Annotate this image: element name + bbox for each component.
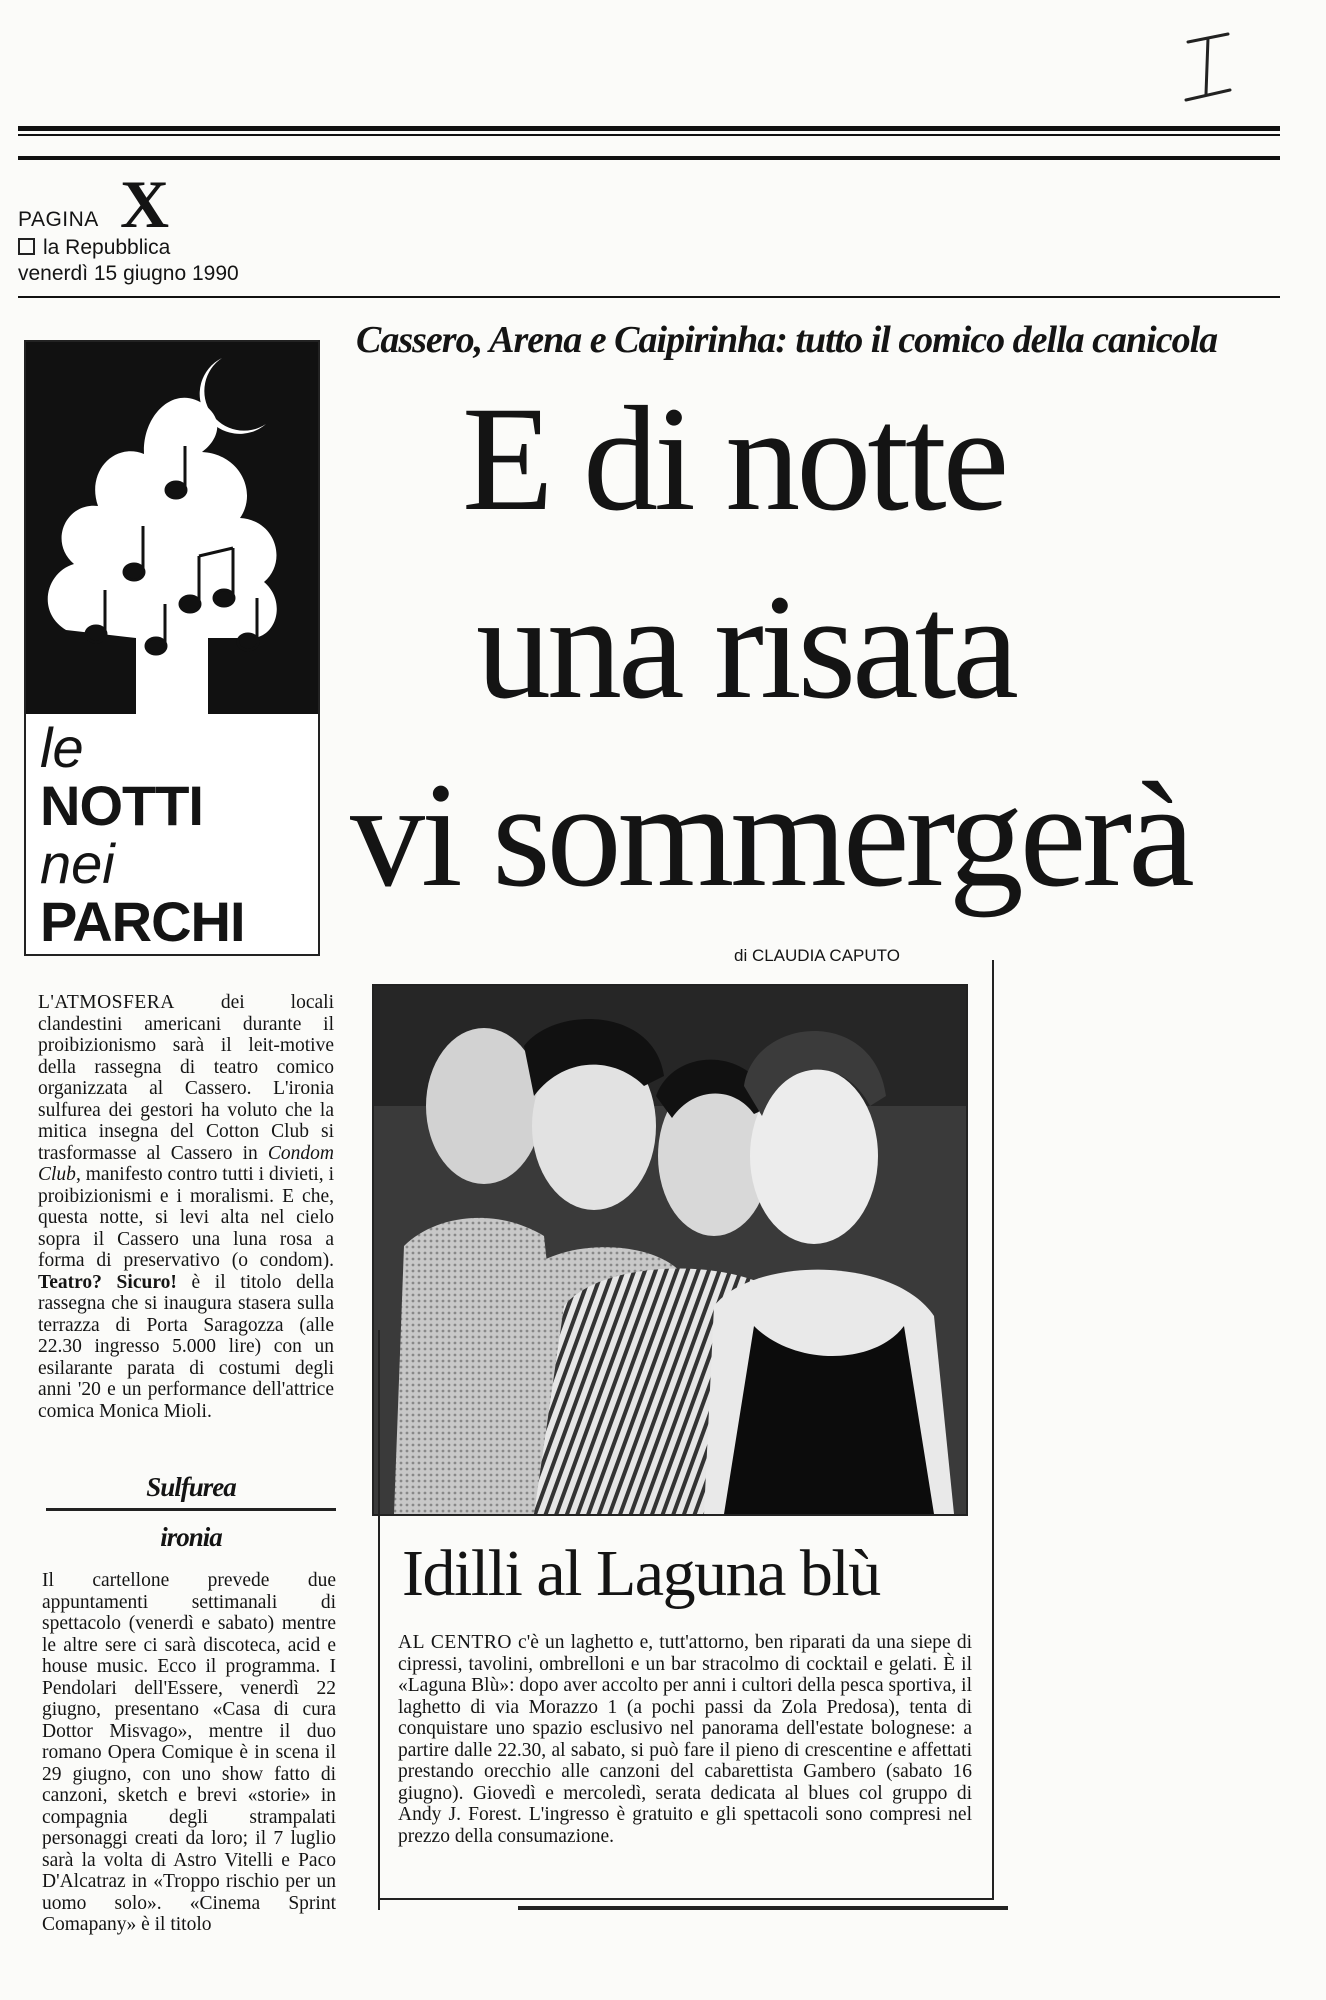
top-rule-thick bbox=[18, 126, 1280, 131]
paragraph-text: dei locali clandestini americani durante il proibizionismo sarà il leit-motive della rassegna di teatro comico organizzata al Cassero. L'ironia sulfurea dei gestori ha voluto che la mitica insegna del Cotton Club si trasformasse al Cassero in bbox=[38, 992, 334, 1164]
top-rule-second bbox=[18, 156, 1280, 160]
article-paragraph-1 bbox=[38, 992, 334, 1422]
section-letter: X bbox=[120, 166, 170, 242]
top-rule-thin bbox=[18, 134, 1280, 136]
sidebar-box-right-rule bbox=[992, 960, 994, 1900]
handwritten-page-mark bbox=[1180, 28, 1240, 108]
sidebar-box-body bbox=[398, 1632, 972, 1847]
checkbox-icon bbox=[18, 238, 35, 255]
logo-word-le: le bbox=[40, 716, 84, 779]
masthead-rule bbox=[18, 296, 1280, 298]
logo-word-notti: NOTTI bbox=[40, 774, 203, 837]
moon-tree-musical-notes-icon bbox=[26, 342, 318, 714]
logo-word-parchi: PARCHI bbox=[40, 890, 245, 953]
subheading-line-2: ironia bbox=[160, 1522, 222, 1552]
sidebar-box-title: Idilli al Laguna blù bbox=[402, 1537, 880, 1610]
subheading-line-1: Sulfurea bbox=[146, 1472, 236, 1502]
paragraph-strong: Teatro? Sicuro! bbox=[38, 1271, 177, 1293]
sidebar-box-lead: AL CENTRO bbox=[398, 1632, 512, 1653]
series-logo bbox=[24, 340, 320, 956]
headline-line-1: E di notte bbox=[462, 376, 1006, 542]
paragraph-emphasis: Condom Club bbox=[38, 1142, 334, 1185]
logo-word-nei: nei bbox=[40, 832, 115, 895]
issue-date: venerdì 15 giugno 1990 bbox=[18, 262, 239, 285]
byline: di CLAUDIA CAPUTO bbox=[734, 946, 900, 965]
sidebar-box-bottom-rule bbox=[378, 1898, 994, 1900]
sidebar-box-text: c'è un laghetto e, tutt'attorno, ben riparati da una siepe di cipressi, tavolini, ombrelloni e un bar stracolmo di cocktail e gelati. È il «Laguna Blù»: dopo aver accolto per anni i cultori della pesca sportiva, il laghetto di via Morazzo 1 (a pochi passi da Zola Predosa), tenta di conquistare uno spazio esclusivo nel panorama dell'estate bolognese: a partire dalle 22.30, al sabato, si può fare il pieno di crescentine e affettati prestando orecchio alle canzoni del cabarettista Gambero (sabato 16 giugno). Giovedì e mercoledì, serata dedicata al blues col gruppo di Andy J. Forest. L'ingresso è gratuito e gli spettacoli sono compresi nel prezzo della consumazione. bbox=[398, 1632, 972, 1847]
pagina-label: PAGINA bbox=[18, 208, 99, 231]
article-kicker: Cassero, Arena e Caipirinha: tutto il comico della canicola bbox=[356, 319, 1218, 361]
sidebar-box-left-rule bbox=[378, 1330, 380, 1910]
subheading-rule bbox=[46, 1508, 336, 1511]
four-performers-photo bbox=[372, 984, 968, 1516]
photo-illustration bbox=[374, 986, 966, 1514]
headline-line-3: vi sommergerà bbox=[350, 752, 1191, 918]
article-paragraph-2: Il cartellone prevede due appuntamenti settimanali di spettacolo (venerdì e sabato) mentre le altre sere ci sarà discoteca, acid e house music. Ecco il programma. I Pendolari dell'Essere, venerdì 22 giugno, presentano «Casa di cura Dottor Misvago», mentre il duo romano Opera Comique è in scena il 29 giugno, con uno show fatto di canzoni, sketch e brevi «storie» in compagnia degli strampalati personaggi creati da loro; il 7 luglio sarà la volta di Astro Vitelli e Paco D'Alcatraz in «Troppo rischio per un uomo solo». «Cinema Sprint Comapany» è il titolo bbox=[42, 1570, 336, 1935]
page-bottom-rule bbox=[518, 1906, 1008, 1910]
newspaper-name-text: la Repubblica bbox=[43, 236, 171, 259]
headline-line-2: una risata bbox=[476, 564, 1015, 730]
paragraph-lead: L'ATMOSFERA bbox=[38, 992, 175, 1013]
paragraph-text: , manifesto contro tutti i divieti, i proibizionismi e i moralismi. E che, questa notte, si levi alta nel cielo sopra il Cassero una luna rosa a forma di preservativo (o condom). bbox=[38, 1164, 334, 1271]
newspaper-name bbox=[18, 236, 170, 260]
paragraph-text: è il titolo della rassegna che si inaugura stasera sulla terrazza di Porta Saragozza (alle 22.30 ingresso 5.000 lire) con un esilarante parata di costumi degli anni '20 e un performance dell'attrice comica Monica Mioli. bbox=[38, 1271, 334, 1422]
